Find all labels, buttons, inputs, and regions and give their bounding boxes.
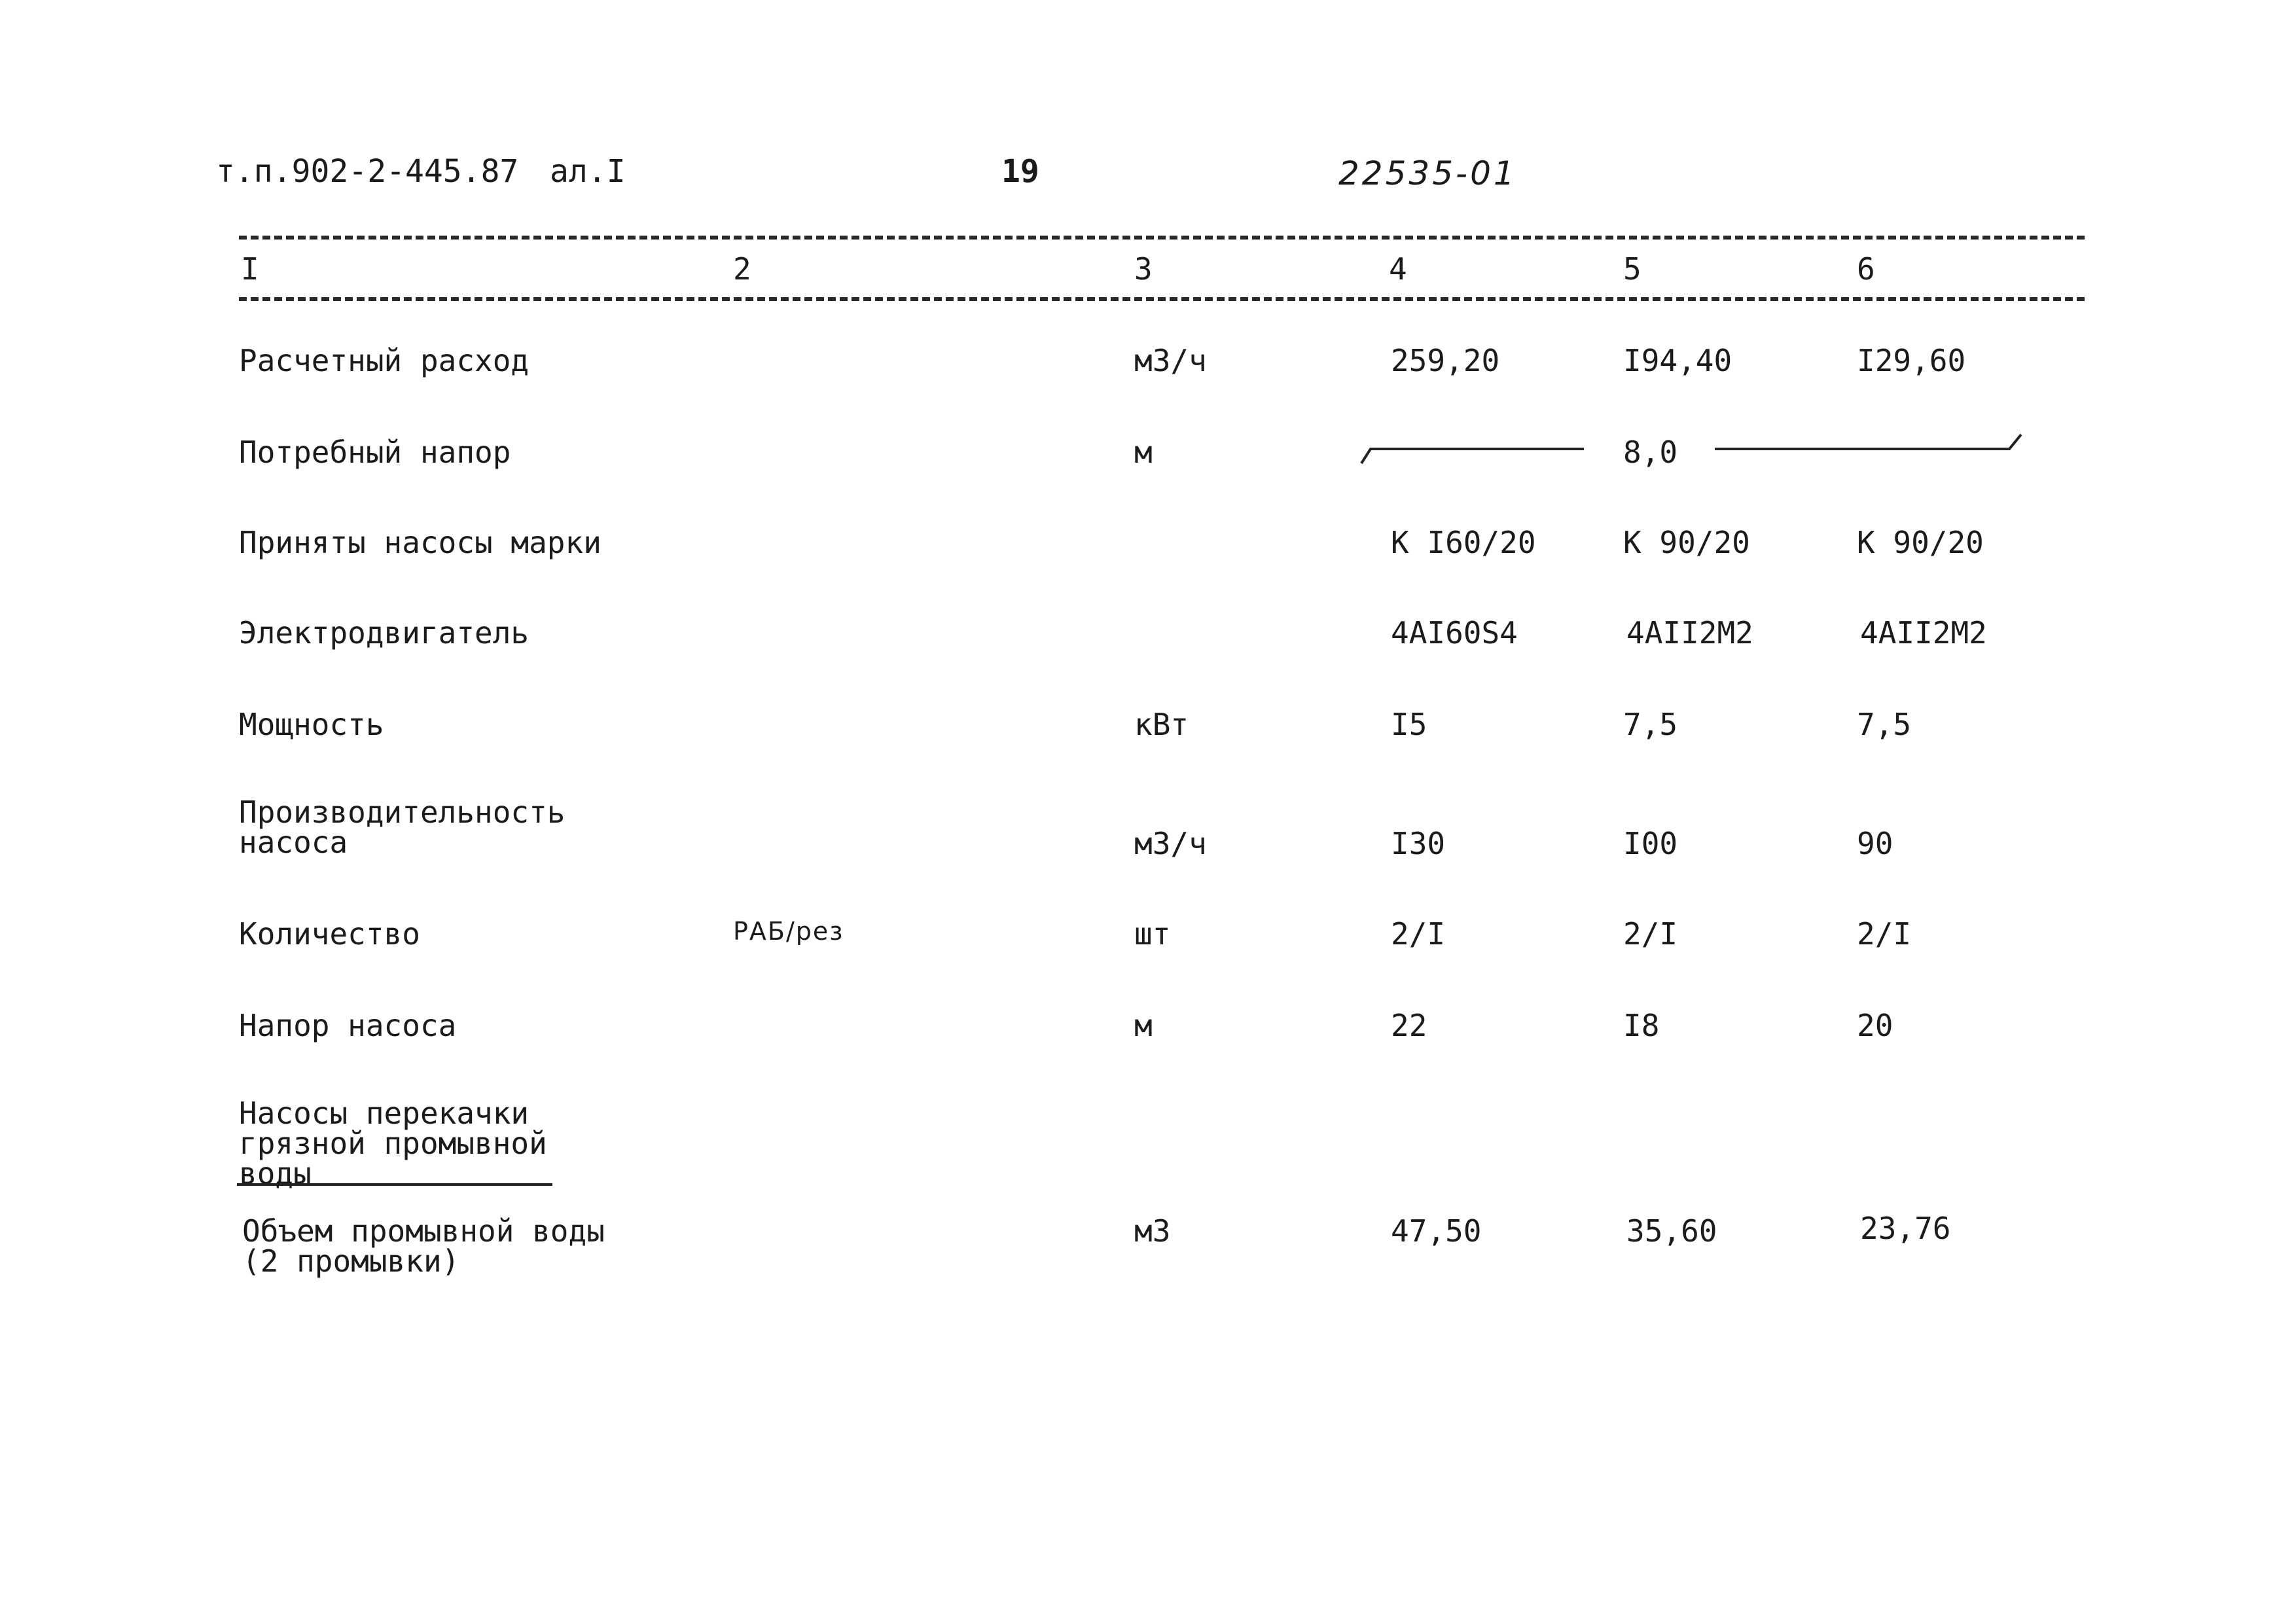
- row-value-power-col6: 7,5: [1857, 707, 1912, 742]
- row-value-required-head: 8,0: [1623, 435, 1678, 470]
- column-header-3: 3: [1134, 251, 1153, 287]
- row-unit-required-head: м: [1134, 435, 1153, 470]
- album-number: ал.I: [550, 153, 626, 190]
- table-top-rule: [239, 236, 2085, 240]
- row-value-power-col5: 7,5: [1623, 707, 1678, 742]
- row-unit-design-flow: м3/ч: [1134, 343, 1207, 378]
- row-label-required-head: Потребный напор: [239, 435, 511, 470]
- row-label-pump-head: Напор насоса: [239, 1008, 457, 1043]
- column-header-5: 5: [1623, 251, 1641, 287]
- row-value-quantity-col6: 2/I: [1857, 916, 1912, 952]
- row-label-quantity: Количество: [239, 916, 420, 952]
- row-unit-quantity: шт: [1134, 916, 1171, 952]
- row-value-pump-capacity-col4: I30: [1391, 826, 1446, 861]
- row-value-power-col4: I5: [1391, 707, 1427, 742]
- row-value-pump-model-col4: К I60/20: [1391, 525, 1536, 560]
- column-header-6: 6: [1857, 251, 1875, 287]
- row-value-quantity-col4: 2/I: [1391, 916, 1446, 952]
- handwritten-note-working-reserve: РАБ/рез: [733, 917, 844, 946]
- row-value-wash-water-volume-col4: 47,50: [1391, 1213, 1482, 1249]
- row-value-pump-capacity-col5: I00: [1623, 826, 1678, 861]
- document-reference: т.п.902-2-445.87: [216, 153, 519, 190]
- row-value-quantity-col5: 2/I: [1623, 916, 1678, 952]
- span-bracket-right: [1715, 435, 2022, 467]
- page-number: 19: [1001, 153, 1039, 190]
- row-label-design-flow: Расчетный расход: [239, 343, 529, 378]
- row-value-pump-model-col6: К 90/20: [1857, 525, 1984, 560]
- row-label-wash-water-volume: Объем промывной воды (2 промывки): [242, 1213, 605, 1279]
- row-unit-power: кВт: [1134, 707, 1189, 742]
- row-unit-wash-water-volume: м3: [1134, 1213, 1171, 1249]
- section-heading-dirty-wash-water-pumps: Насосы перекачки грязной промывной воды: [239, 1096, 547, 1191]
- row-value-design-flow-col5: I94,40: [1623, 343, 1732, 378]
- row-unit-pump-capacity: м3/ч: [1134, 826, 1207, 861]
- row-label-electric-motor: Электродвигатель: [239, 615, 529, 651]
- row-label-power: Мощность: [239, 707, 384, 742]
- column-header-2: 2: [733, 251, 751, 287]
- row-value-pump-capacity-col6: 90: [1857, 826, 1893, 861]
- row-value-pump-head-col6: 20: [1857, 1008, 1893, 1043]
- handwritten-stamp-code: 22535-01: [1338, 154, 1517, 192]
- column-header-4: 4: [1389, 251, 1407, 287]
- row-value-electric-motor-col4: 4AI60S4: [1391, 615, 1518, 651]
- span-bracket-left: [1361, 438, 1584, 471]
- row-value-electric-motor-col6: 4AII2M2: [1860, 615, 1987, 651]
- row-value-pump-head-col5: I8: [1623, 1008, 1660, 1043]
- section-heading-underline: [237, 1183, 552, 1186]
- row-value-wash-water-volume-col6: 23,76: [1860, 1211, 1951, 1246]
- row-value-pump-model-col5: К 90/20: [1623, 525, 1750, 560]
- table-header-rule: [239, 297, 2085, 301]
- column-header-1: I: [241, 251, 259, 287]
- row-value-electric-motor-col5: 4AII2M2: [1626, 615, 1753, 651]
- row-value-design-flow-col4: 259,20: [1391, 343, 1500, 378]
- row-value-design-flow-col6: I29,60: [1857, 343, 1966, 378]
- row-unit-pump-head: м: [1134, 1008, 1153, 1043]
- row-value-wash-water-volume-col5: 35,60: [1626, 1213, 1717, 1249]
- row-value-pump-head-col4: 22: [1391, 1008, 1427, 1043]
- row-label-pump-capacity: Производительность насоса: [239, 794, 565, 860]
- row-label-pump-model: Приняты насосы марки: [239, 525, 601, 560]
